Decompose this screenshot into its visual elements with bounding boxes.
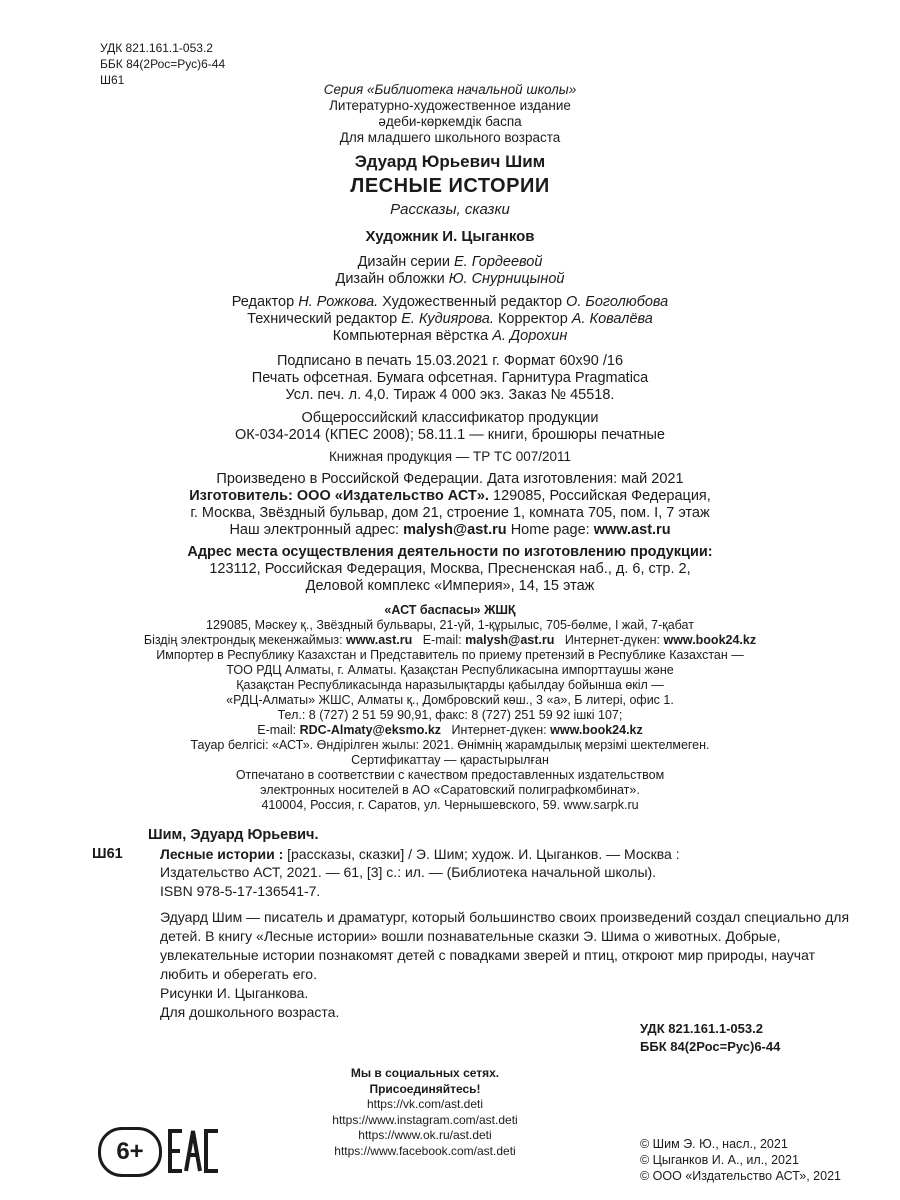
corrector-name: А. Ковалёва [571,311,653,327]
email-label: Наш электронный адрес: [229,522,400,538]
kz-shop2: www.book24.kz [550,723,643,737]
kz-email2: RDC-Almaty@eksmo.kz [299,723,442,737]
tech-editor-label: Технический редактор [247,311,398,327]
preschool-note: Для дошкольного возраста. [160,1004,340,1020]
manufacturer-email: malysh@ast.ru [403,522,507,538]
book-title: ЛЕСНЫЕ ИСТОРИИ [350,175,550,197]
age-rating-badge: 6+ [98,1127,162,1177]
social-link-instagram[interactable]: https://www.instagram.com/ast.deti [332,1112,518,1127]
editors-line-1 [0,294,900,310]
classifier-1: Общероссийский классификатор продукции [301,410,599,426]
editor-name: Н. Рожкова. [298,294,379,310]
bottom-udk: УДК 821.161.1-053.2 [640,1021,763,1036]
editors-line-3 [0,328,900,344]
annotation: Эдуард Шим — писатель и драматург, который большинство своих произведений создал специально для детей. В книгу «Лесные истории» вошли познавательные сказки Э. Шима о животных. Добрые, увлекательные истории познакомят детей с повадками зверей и птиц, откроют мир природы, научат любить и оберегать его. [160,909,850,982]
kz-email2-label: E-mail: [257,723,297,737]
production-site-line2: Деловой комплекс «Империя», 14, 15 этаж [305,578,595,594]
kz-web-label: Біздің электрондық мекенжаймыз: [143,633,343,647]
kz-contacts [0,633,900,647]
production-site-heading: Адрес места осуществления деятельности по изготовлению продукции: [187,544,713,560]
copyright-illustrator: © Цыганков И. А., ил., 2021 [640,1153,799,1167]
printed-1: Отпечатано в соответствии с качеством предоставленных издательством [235,768,665,782]
social-link-ok[interactable]: https://www.ok.ru/ast.deti [358,1128,492,1142]
bib-line-1 [160,845,680,864]
kz-importer-3: Қазақстан Республикасында наразылықтарды қабылдау бойынша өкіл — [236,678,664,692]
book-subtitle: Рассказы, сказки [390,201,510,218]
copyright-block [640,1136,841,1184]
bbk-code: ББК 84(2Рос=Рус)6-44 [100,57,226,71]
layout-label: Компьютерная вёрстка [332,328,489,344]
tech-editor-name: Е. Кудиярова. [401,311,494,327]
edition-type-kz: әдеби-көркемдік баспа [378,114,522,129]
edition-type: Литературно-художественное издание [329,98,571,113]
art-editor-name: О. Боголюбова [566,294,669,310]
copyright-publisher: © ООО «Издательство АСТ», 2021 [640,1169,841,1183]
kz-trademark: Тауар белгісі: «АСТ». Өндірілген жылы: 2021. Өнімнің жарамдылық мерзімі шектелмеген. [190,738,710,752]
kz-address: 129085, Мәскеу қ., Звёздный бульвары, 21-үй, 1-құрылыс, 705-бөлме, I жай, 7-қабат [206,618,694,632]
top-classification-codes [100,40,225,88]
illustrator: Художник И. Цыганков [365,228,535,245]
author-mark: Ш61 [100,73,125,87]
udk-code: УДК 821.161.1-053.2 [100,41,213,55]
eac-mark-icon [168,1127,220,1175]
manufacturer-addr1: 129085, Российская Федерация, [493,488,711,504]
social-block [300,1066,550,1159]
social-link-facebook[interactable]: https://www.facebook.com/ast.deti [334,1143,516,1158]
kz-importer-4: «РДЦ-Алматы» ЖШС, Алматы қ., Домбровский көш., 3 «а», Б литері, офис 1. [226,693,674,707]
series-design-name: Е. Гордеевой [453,254,543,270]
printed-3: 410004, Россия, г. Саратов, ул. Чернышевского, 59. www.sarpk.ru [261,798,639,812]
bib-line-2: Издательство АСТ, 2021. — 61, [3] с.: ил. — (Библиотека начальной школы). [160,864,657,880]
bib-line1-rest: [рассказы, сказки] / Э. Шим; худож. И. Цыганков. — Москва : [287,846,680,862]
bib-author: Шим, Эдуард Юрьевич. [148,827,319,843]
bib-isbn: ISBN 978-5-17-136541-7. [160,883,321,899]
pictures-credit: Рисунки И. Цыганкова. [160,985,309,1001]
corrector-label: Корректор [497,311,568,327]
kz-publisher-name: «АСТ баспасы» ЖШҚ [384,603,516,617]
bib-code: Ш61 [92,846,123,862]
kz-email: malysh@ast.ru [465,633,555,647]
social-heading-2: Присоединяйтесь! [369,1081,481,1096]
kz-shop2-label: Интернет-дүкен: [451,723,547,737]
printed-2: электронных носителей в АО «Саратовский полиграфкомбинат». [260,783,640,797]
produced-line: Произведено в Российской Федерации. Дата изготовления: май 2021 [216,471,684,487]
product-regulation: Книжная продукция — ТР ТС 007/2011 [328,449,572,464]
editor-label: Редактор [231,294,295,310]
print-info-3: Усл. печ. л. 4,0. Тираж 4 000 экз. Заказ № 45518. [285,387,615,403]
kz-shop-label: Интернет-дүкен: [564,633,660,647]
art-editor-label: Художественный редактор [382,294,563,310]
kz-email-label: E-mail: [422,633,462,647]
kz-importer-1: Импортер в Республику Казахстан и Представитель по приему претензий в Республике Казахстан — [156,648,744,662]
kz-contacts-2 [0,723,900,737]
editors-line-2 [0,311,900,327]
manufacturer-contacts [0,522,900,538]
manufacturer-line [0,488,900,504]
kz-shop: www.book24.kz [663,633,757,647]
age-group: Для младшего школьного возраста [339,130,561,145]
bottom-bbk: ББК 84(2Рос=Рус)6-44 [640,1039,781,1054]
bib-title: Лесные истории : [160,846,284,862]
manufacturer-homepage: www.ast.ru [593,522,671,538]
copyright-author: © Шим Э. Ю., насл., 2021 [640,1137,788,1151]
production-site-line1: 123112, Российская Федерация, Москва, Пресненская наб., д. 6, стр. 2, [209,561,691,577]
print-info-2: Печать офсетная. Бумага офсетная. Гарнитура Pragmatica [251,370,649,386]
series-design [0,254,900,270]
cover-design-label: Дизайн обложки [335,271,445,287]
kz-importer-2: ТОО РДЦ Алматы, г. Алматы. Қазақстан Республикасына импорттаушы және [226,663,674,677]
manufacturer-label: Изготовитель: ООО «Издательство АСТ». [189,488,489,504]
classifier-2: ОК-034-2014 (КПЕС 2008); 58.11.1 — книги, брошюры печатные [235,427,665,443]
print-info-1: Подписано в печать 15.03.2021 г. Формат 60x90 /16 [276,353,624,369]
bottom-classification-codes [640,1020,780,1056]
cover-design [0,271,900,287]
kz-certification: Сертификаттау — қарастырылған [351,753,549,767]
series-name: Серия «Библиотека начальной школы» [323,82,577,97]
layout-name: А. Дорохин [492,328,568,344]
series-design-label: Дизайн серии [357,254,450,270]
social-heading-1: Мы в социальных сетях. [350,1066,500,1080]
manufacturer-addr2: г. Москва, Звёздный бульвар, дом 21, строение 1, комната 705, пом. I, 7 этаж [190,505,710,521]
author-name: Эдуард Юрьевич Шим [354,152,546,171]
cover-design-name: Ю. Снурницыной [448,271,565,287]
social-link-vk[interactable]: https://vk.com/ast.deti [366,1097,484,1111]
kz-importer-5: Тел.: 8 (727) 2 51 59 90,91, факс: 8 (727) 251 59 92 ішкі 107; [277,708,623,722]
home-label: Home page: [510,522,590,538]
kz-web: www.ast.ru [346,633,413,647]
